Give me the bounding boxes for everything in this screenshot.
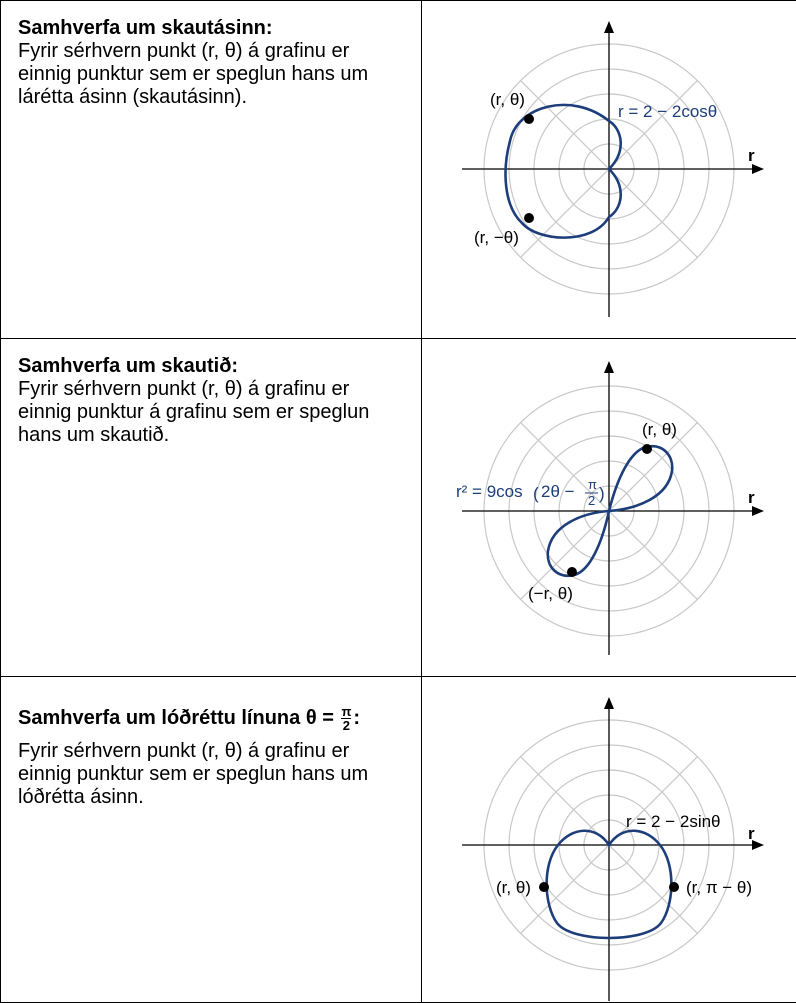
text-cell (1, 1, 422, 339)
axis-label: r (748, 146, 755, 165)
row-description: Fyrir sérhvern punkt (r, θ) á grafinu er einnig punktur sem er speglun hans um lóðrétta ásinn. (18, 740, 405, 809)
polar-plot-cardioid-cos (422, 1, 796, 337)
arrowhead-icon (604, 361, 614, 373)
polar-plot-cardioid-sin (422, 677, 796, 1001)
equation-lhs: r² = 9cos (456, 482, 523, 501)
heading-suffix: : (353, 707, 360, 729)
point-label: (r, −θ) (474, 228, 519, 247)
curve-equation: r = 2 − 2sinθ (626, 812, 721, 831)
curve-equation: r = 2 − 2cosθ (618, 102, 717, 121)
curve-equation (456, 477, 605, 508)
point-label: (r, θ) (642, 420, 677, 439)
equation-paren: ( (533, 484, 539, 503)
row-heading: Samhverfa um skautásinn: (18, 17, 405, 40)
figure-cell (422, 339, 796, 677)
table-row (1, 677, 796, 1003)
point-marker (539, 882, 549, 892)
point-label: (r, π − θ) (686, 878, 752, 897)
arrowhead-icon (604, 21, 614, 33)
axis-label: r (748, 488, 755, 507)
equation-inner: 2θ − (541, 482, 575, 501)
row-description: Fyrir sérhvern punkt (r, θ) á grafinu er einnig punktur á grafinu sem er speglun hans um skautið. (18, 378, 405, 447)
cardioid-curve (506, 105, 621, 238)
text-cell (1, 339, 422, 677)
point-marker (567, 567, 577, 577)
equation-paren: ) (599, 484, 605, 503)
row-heading: Samhverfa um skautið: (18, 355, 405, 378)
point-marker (524, 213, 534, 223)
arrowhead-icon (752, 506, 764, 516)
polar-plot-lemniscate (422, 339, 796, 675)
heading-frac-den: 2 (341, 719, 351, 732)
heading-text: Samhverfa um lóðréttu línuna θ = (18, 707, 334, 729)
text-cell (1, 677, 422, 1003)
point-marker (642, 444, 652, 454)
point-marker (524, 114, 534, 124)
point-label: (r, θ) (496, 878, 531, 897)
point-marker (669, 882, 679, 892)
point-label: (−r, θ) (528, 584, 573, 603)
table-row (1, 339, 796, 677)
figure-cell (422, 1, 796, 339)
arrowhead-icon (752, 164, 764, 174)
table-row (1, 1, 796, 339)
row-heading (18, 705, 405, 732)
row-description: Fyrir sérhvern punkt (r, θ) á grafinu er einnig punktur sem er speglun hans um lárétta ásinn (skautásinn). (18, 40, 405, 109)
point-label: (r, θ) (490, 90, 525, 109)
equation-frac-num: π (588, 477, 597, 492)
arrowhead-icon (604, 697, 614, 709)
axis-label: r (748, 824, 755, 843)
figure-cell (422, 677, 796, 1003)
equation-frac-den: 2 (588, 493, 595, 508)
heading-fraction (341, 705, 351, 732)
heading-frac-num: π (341, 705, 351, 719)
